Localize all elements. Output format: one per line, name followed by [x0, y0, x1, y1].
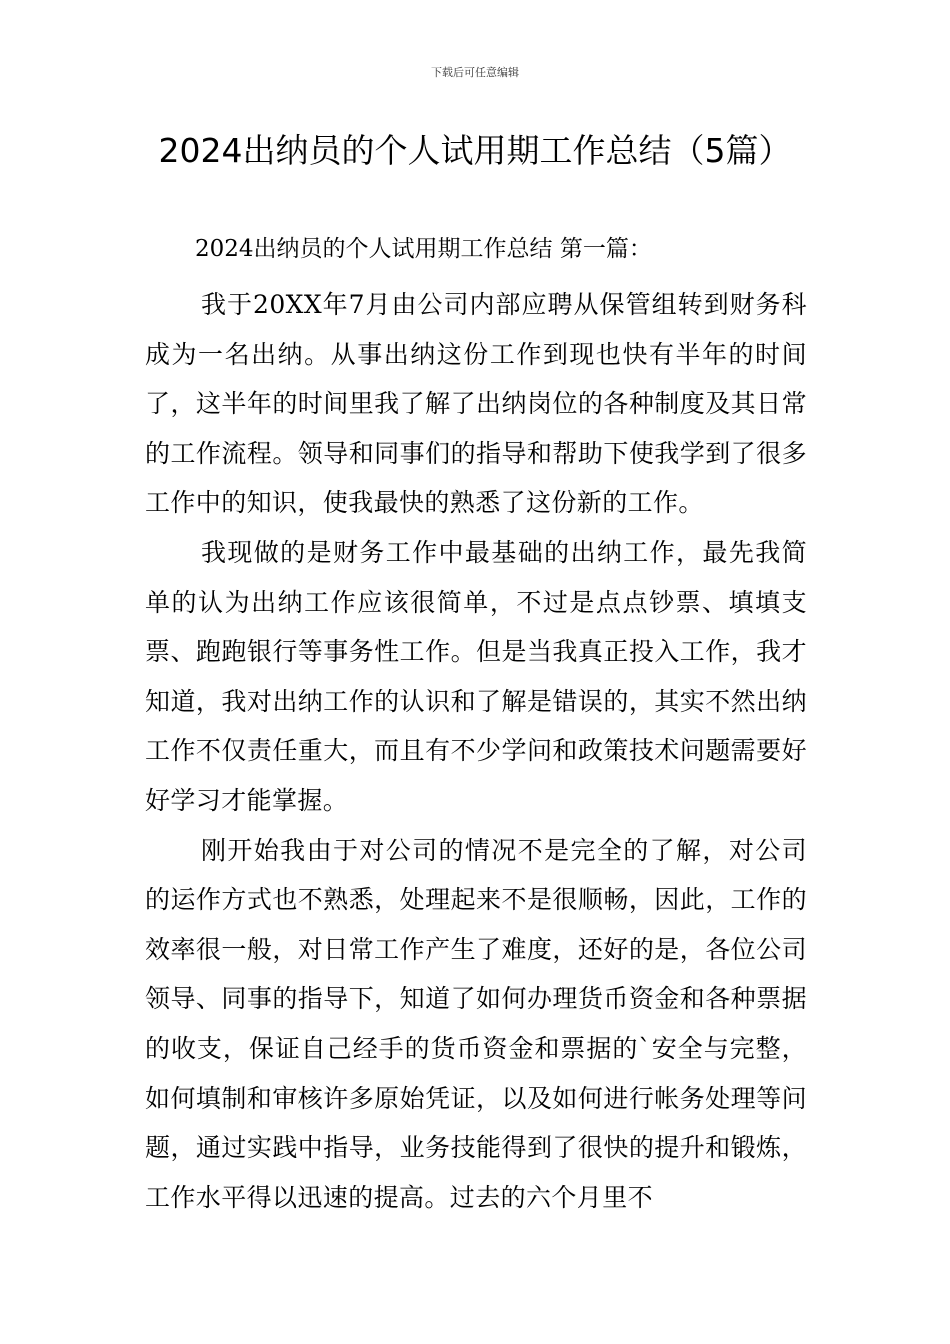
body-text — [145, 280, 807, 1222]
paragraph-2: 我现做的是财务工作中最基础的出纳工作，最先我简单的认为出纳工作应该很简单，不过是点点钞票、填填支票、跑跑银行等事务性工作。但是当我真正投入工作，我才知道，我对出纳工作的认识和了解是错误的，其实不然出纳工作不仅责任重大，而且有不少学问和政策技术问题需要好好学习才能掌握。 — [145, 537, 807, 815]
document-title: 2024出纳员的个人试用期工作总结（5篇） — [158, 131, 792, 170]
paragraph-3: 刚开始我由于对公司的情况不是完全的了解，对公司的运作方式也不熟悉，处理起来不是很顺畅，因此，工作的效率很一般，对日常工作产生了难度，还好的是，各位公司领导、同事的指导下，知道了如何办理货币资金和各种票据的收支，保证自己经手的货币资金和票据的`安全与完整，如何填制和审核许多原始凭证，以及如何进行帐务处理等问题，通过实践中指导，业务技能得到了很快的提升和锻炼，工作水平得以迅速的提高。过去的六个月里不 — [145, 835, 807, 1212]
header-note: 下载后可任意编辑 — [431, 66, 519, 79]
paragraph-1: 我于20XX年7月由公司内部应聘从保管组转到财务科成为一名出纳。从事出纳这份工作到现也快有半年的时间了，这半年的时间里我了解了出纳岗位的各种制度及其日常的工作流程。领导和同事们的指导和帮助下使我学到了很多工作中的知识，使我最快的熟悉了这份新的工作。 — [145, 290, 807, 518]
section-subtitle: 2024出纳员的个人试用期工作总结 第一篇： — [195, 236, 652, 262]
